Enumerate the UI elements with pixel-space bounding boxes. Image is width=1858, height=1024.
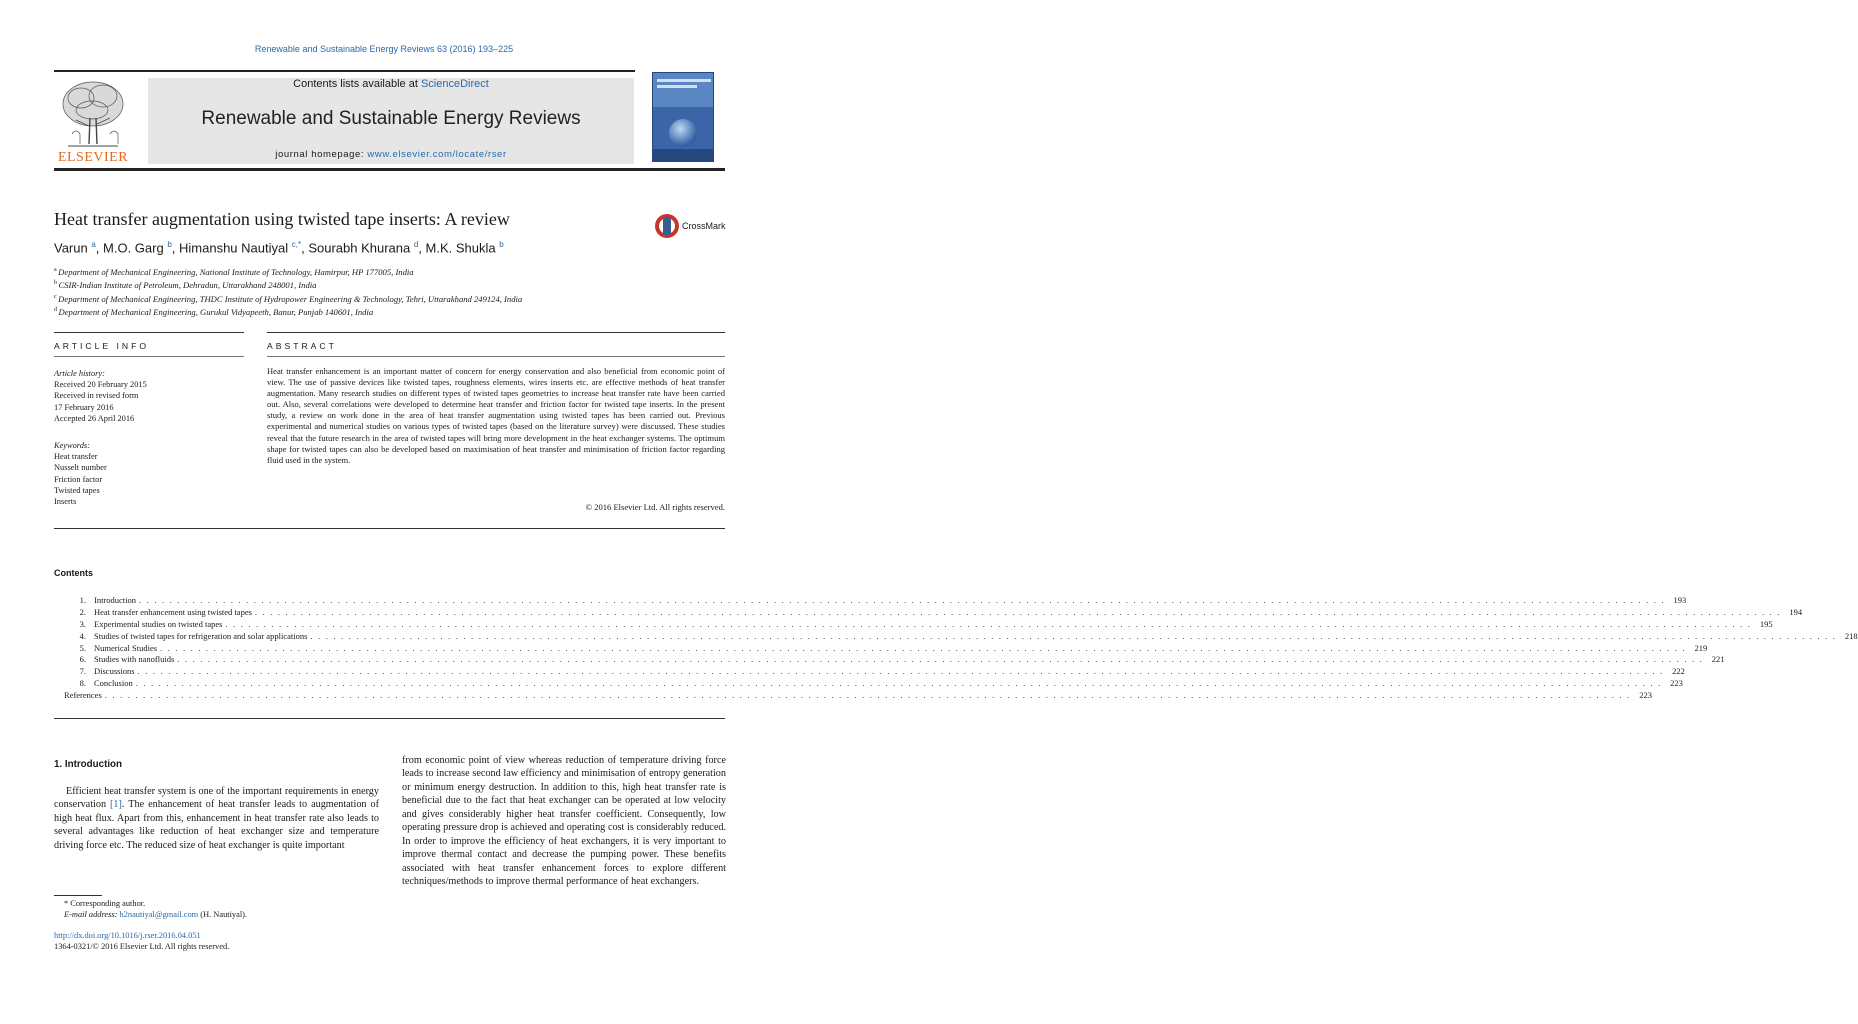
body-text: Efficient heat transfer system is one of the important requirements in energy conservation [54, 786, 379, 811]
journal-homepage [148, 149, 634, 160]
email-label: E-mail address: [64, 910, 120, 919]
crossmark-icon [654, 212, 680, 240]
abstract-subrule [267, 356, 725, 357]
body-column-left [54, 785, 379, 852]
author-list [54, 240, 614, 255]
toc-title[interactable]: Experimental studies on twisted tapes [94, 618, 223, 629]
affiliation-text: Department of Mechanical Engineering, National Institute of Technology, Hamirpur, HP 177005, India [58, 266, 414, 277]
author-name[interactable]: M.K. Shukla [425, 240, 500, 256]
toc-leader-dots: . . . . . . . . . . . . . . . . . . . . . . . . . . . . . . . . . . . . . . . . . . . . . . . . . . . . . . . . . . . . . . . . . . . . . . . . . . . . . . . . . . . . . . . . . . . . . . . . . . . . . . . . . . . . . . . . . . . . . . . . . . . . . . . . . . . . . . . . . . . . . . . . . . . . . . . . . . . . . . . . . . . . . . . . . . . . . . . . . . . . . . . . . . . . . . . . . . . . . . . . [104, 690, 1631, 701]
toc-number: 1. [79, 595, 86, 605]
journal-cover-image[interactable] [652, 72, 714, 162]
keyword: Nusselt number [54, 463, 107, 473]
author-affiliation-marker[interactable]: a [91, 240, 96, 249]
author-affiliation-marker[interactable]: b [499, 240, 504, 249]
toc-entry[interactable] [54, 630, 1858, 643]
toc-page-number[interactable]: 195 [1759, 618, 1773, 629]
affiliation-text: Department of Mechanical Engineering, THDC Institute of Hydropower Engineering & Technology, Tehri, Uttarakhand 249124, India [58, 293, 523, 304]
header-bottom-rule [54, 168, 725, 171]
history-entry: 17 February 2016 [54, 402, 114, 412]
crossmark-badge[interactable] [654, 212, 730, 240]
affiliation-marker: d [54, 306, 59, 313]
toc-entry[interactable] [54, 654, 1725, 666]
toc-title[interactable]: Heat transfer enhancement using twisted tapes [94, 606, 252, 617]
toc-title[interactable]: Discussions [94, 666, 135, 677]
toc-title[interactable]: References [64, 690, 102, 701]
toc-leader-dots: . . . . . . . . . . . . . . . . . . . . . . . . . . . . . . . . . . . . . . . . . . . . . . . . . . . . . . . . . . . . . . . . . . . . . . . . . . . . . . . . . . . . . . . . . . . . . . . . . . . . . . . . . . . . . . . . . . . . . . . . . . . . . . . . . . . . . . . . . . . . . . . . . . . . . . . . . . . . . . . . . . . . . . . . . . . . . . . . . . . . . . . . . . . . . . . . . . . . . . . . [137, 666, 1664, 677]
abstract-heading: ABSTRACT [267, 341, 337, 351]
contents-prefix: Contents lists available at [293, 78, 421, 90]
homepage-link[interactable]: www.elsevier.com/locate/rser [367, 149, 507, 160]
affiliation-line [54, 278, 694, 291]
history-entry: Received 20 February 2015 [54, 380, 147, 390]
toc-title[interactable]: Conclusion [94, 678, 133, 689]
toc-title[interactable]: Studies of twisted tapes for refrigeration and solar applications [94, 630, 308, 641]
keyword: Heat transfer [54, 452, 98, 462]
toc-page-number[interactable]: 193 [1673, 595, 1687, 605]
toc-entry[interactable] [54, 606, 1803, 619]
crossmark-label: CrossMark [682, 221, 726, 231]
doi-link[interactable]: http://dx.doi.org/10.1016/j.rser.2016.04.051 [54, 931, 201, 940]
toc-entry[interactable] [54, 642, 1708, 655]
author-separator: , [171, 240, 180, 256]
body-text: . The enhancement of heat transfer leads to augmentation of high heat flux. Apart from this, enhancement in heat transfer rate also leads to several advantages like reduction of heat exchanger size and temperature driving force etc. The reduced size of heat exchanger is quite important [54, 799, 379, 851]
toc-number: 3. [79, 618, 86, 629]
article-history [54, 368, 244, 424]
article-info-subrule [54, 356, 244, 357]
author-affiliation-marker[interactable]: b [167, 240, 172, 249]
keywords-label: Keywords: [54, 441, 90, 450]
toc-page-number[interactable]: 221 [1711, 654, 1725, 665]
author-name[interactable]: Varun [54, 240, 92, 256]
corresponding-author-note: * Corresponding author. [64, 899, 146, 908]
affiliation-line [54, 292, 694, 305]
affiliation-marker: b [54, 280, 59, 287]
table-of-contents [54, 595, 1858, 702]
toc-leader-dots: . . . . . . . . . . . . . . . . . . . . . . . . . . . . . . . . . . . . . . . . . . . . . . . . . . . . . . . . . . . . . . . . . . . . . . . . . . . . . . . . . . . . . . . . . . . . . . . . . . . . . . . . . . . . . . . . . . . . . . . . . . . . . . . . . . . . . . . . . . . . . . . . . . . . . . . . . . . . . . . . . . . . . . . . . . . . . . . . . . . . . . . . . . . . . . . . . . . . . . . . [135, 678, 1662, 689]
toc-entry[interactable] [54, 690, 1652, 702]
email-link[interactable]: h2nautiyal@gmail.com [119, 910, 199, 919]
journal-citation[interactable]: Renewable and Sustainable Energy Reviews 63 (2016) 193–225 [254, 44, 514, 54]
affiliation-marker: c [54, 293, 59, 300]
toc-title[interactable]: Studies with nanofluids [94, 654, 175, 665]
affiliation-text: Department of Mechanical Engineering, Gurukul Vidyapeeth, Banur, Punjab 140601, India [58, 306, 374, 317]
author-separator: , [301, 240, 309, 256]
affiliations [54, 265, 694, 318]
contents-availability [148, 78, 634, 90]
journal-title: Renewable and Sustainable Energy Reviews [201, 108, 581, 129]
abstract-text: Heat transfer enhancement is an important matter of concern for energy conservation and also beneficial from economic point of view. The use of passive devices like twisted tapes, roughness elements, wires inserts etc. are effective methods of heat transfer augmentation. Many research studies on different types of twisted tapes geometries to increase heat transfer rate have been carried out. Also, several correlations were developed to determine heat transfer and friction factor for twisted tape inserts. In the present study, a review on work done in the area of heat transfer augmentation using twisted tapes has been carried out. Previous experimental and numerical studies on various types of twisted tapes (based on the literature survey) were discussed. These studies reveal that the future research in the area of twisted tapes will bring more development in the heat exchanger systems. The optimum shape for twisted tapes can also be developed based on maximisation of heat transfer and minimisation of friction factor regarding fluid used in the system. [267, 366, 725, 465]
issn-line: 1364-0321/© 2016 Elsevier Ltd. All rights reserved. [54, 942, 230, 951]
footnote-rule [54, 895, 102, 896]
toc-number: 4. [79, 630, 86, 641]
body-column-right: from economic point of view whereas reduction of temperature driving force leads to increase second law efficiency and minimisation of entropy generation or minimum energy destruction. In addition to this, high heat transfer rate is beneficial due to the fact that heat exchanger can be operated at low velocity and gives considerably higher heat transfer coefficient. Consequently, low operating pressure drop is achieved and operating cost is considerably reduced. In order to improve the efficiency of heat exchangers, it is very important to improve thermal contact and decrease the pumping power. These benefits associated with heat transfer enhancement forces to explore different techniques/methods to improve thermal performance of heat exchangers. [402, 755, 726, 888]
history-label: Article history: [54, 369, 105, 378]
abstract-bottom-rule [54, 528, 725, 529]
author-affiliation-marker[interactable]: d [413, 240, 419, 249]
toc-page-number[interactable]: 223 [1639, 690, 1652, 701]
toc-title[interactable]: Numerical Studies [94, 642, 158, 653]
toc-entry[interactable] [54, 678, 1683, 690]
email-suffix: (H. Nautiyal). [198, 910, 248, 919]
toc-number: 5. [79, 642, 86, 653]
toc-page-number[interactable]: 218 [1844, 630, 1858, 641]
toc-leader-dots: . . . . . . . . . . . . . . . . . . . . . . . . . . . . . . . . . . . . . . . . . . . . . . . . . . . . . . . . . . . . . . . . . . . . . . . . . . . . . . . . . . . . . . . . . . . . . . . . . . . . . . . . . . . . . . . . . . . . . . . . . . . . . . . . . . . . . . . . . . . . . . . . . . . . . . . . . . . . . . . . . . . . . . . . . . . . . . . . . . . . . . . . . . . . . . . . . . . . . . . . [254, 606, 1782, 617]
contents-bottom-rule [54, 718, 725, 719]
contents-heading: Contents [54, 568, 93, 578]
keywords [54, 440, 244, 507]
citation-link[interactable]: [1] [110, 799, 122, 811]
header-top-rule [54, 70, 635, 72]
author-name[interactable]: Sourabh Khurana [308, 240, 414, 256]
author-name[interactable]: Himanshu Nautiyal [179, 240, 292, 256]
section-heading-introduction: 1. Introduction [54, 759, 123, 770]
toc-page-number[interactable]: 219 [1694, 642, 1708, 653]
toc-title[interactable]: Introduction [94, 595, 137, 605]
toc-page-number[interactable]: 223 [1670, 678, 1683, 689]
toc-number: 7. [79, 666, 86, 677]
affiliation-text: CSIR-Indian Institute of Petroleum, Dehradun, Uttarakhand 248001, India [58, 280, 317, 291]
article-info-heading: ARTICLE INFO [54, 341, 150, 351]
toc-number: 8. [79, 678, 86, 689]
author-name[interactable]: M.O. Garg [103, 240, 168, 256]
affiliation-line [54, 305, 694, 318]
author-separator: , [418, 240, 426, 256]
keyword: Friction factor [54, 474, 103, 484]
email-line [54, 909, 379, 920]
toc-leader-dots: . . . . . . . . . . . . . . . . . . . . . . . . . . . . . . . . . . . . . . . . . . . . . . . . . . . . . . . . . . . . . . . . . . . . . . . . . . . . . . . . . . . . . . . . . . . . . . . . . . . . . . . . . . . . . . . . . . . . . . . . . . . . . . . . . . . . . . . . . . . . . . . . . . . . . . . . . . . . . . . . . . . . . . . . . . . . . . . . . . . . . . . . . . . . . . . . . . . . . . . . [310, 630, 1837, 641]
toc-number: 6. [79, 654, 86, 665]
keyword: Inserts [54, 497, 77, 507]
history-entry: Received in revised form [54, 391, 139, 401]
article-info-rule [54, 332, 244, 333]
footnote [54, 898, 379, 920]
history-entry: Accepted 26 April 2016 [54, 413, 135, 423]
article-title: Heat transfer augmentation using twisted tape inserts: A review [54, 209, 510, 229]
toc-leader-dots: . . . . . . . . . . . . . . . . . . . . . . . . . . . . . . . . . . . . . . . . . . . . . . . . . . . . . . . . . . . . . . . . . . . . . . . . . . . . . . . . . . . . . . . . . . . . . . . . . . . . . . . . . . . . . . . . . . . . . . . . . . . . . . . . . . . . . . . . . . . . . . . . . . . . . . . . . . . . . . . . . . . . . . . . . . . . . . . . . . . . . . . . . . . . . . . . . . . . . . . . [160, 642, 1687, 653]
elsevier-tree-logo [54, 76, 132, 150]
author-separator: , [95, 240, 104, 256]
sciencedirect-link[interactable]: ScienceDirect [420, 78, 489, 90]
abstract-rule [267, 332, 725, 333]
toc-entry[interactable] [54, 595, 1687, 607]
toc-leader-dots: . . . . . . . . . . . . . . . . . . . . . . . . . . . . . . . . . . . . . . . . . . . . . . . . . . . . . . . . . . . . . . . . . . . . . . . . . . . . . . . . . . . . . . . . . . . . . . . . . . . . . . . . . . . . . . . . . . . . . . . . . . . . . . . . . . . . . . . . . . . . . . . . . . . . . . . . . . . . . . . . . . . . . . . . . . . . . . . . . . . . . . . . . . . . . . . . . . . . . . . . [139, 595, 1666, 605]
keyword: Twisted tapes [54, 485, 100, 495]
toc-page-number[interactable]: 194 [1789, 606, 1803, 617]
elsevier-wordmark[interactable]: ELSEVIER [57, 150, 129, 165]
toc-page-number[interactable]: 222 [1672, 666, 1685, 677]
abstract-copyright: © 2016 Elsevier Ltd. All rights reserved. [585, 502, 725, 512]
affiliation-line [54, 265, 694, 278]
toc-number: 2. [79, 606, 86, 617]
affiliation-marker: a [54, 267, 59, 273]
author-affiliation-marker[interactable]: c,* [291, 240, 302, 249]
toc-entry[interactable] [54, 666, 1685, 678]
toc-entry[interactable] [54, 618, 1773, 631]
homepage-label: journal homepage: [275, 149, 368, 160]
toc-leader-dots: . . . . . . . . . . . . . . . . . . . . . . . . . . . . . . . . . . . . . . . . . . . . . . . . . . . . . . . . . . . . . . . . . . . . . . . . . . . . . . . . . . . . . . . . . . . . . . . . . . . . . . . . . . . . . . . . . . . . . . . . . . . . . . . . . . . . . . . . . . . . . . . . . . . . . . . . . . . . . . . . . . . . . . . . . . . . . . . . . . . . . . . . . . . . . . . . . . . . . . . . [225, 618, 1752, 629]
toc-leader-dots: . . . . . . . . . . . . . . . . . . . . . . . . . . . . . . . . . . . . . . . . . . . . . . . . . . . . . . . . . . . . . . . . . . . . . . . . . . . . . . . . . . . . . . . . . . . . . . . . . . . . . . . . . . . . . . . . . . . . . . . . . . . . . . . . . . . . . . . . . . . . . . . . . . . . . . . . . . . . . . . . . . . . . . . . . . . . . . . . . . . . . . . . . . . . . . . . . . . . . . . . [177, 654, 1704, 665]
